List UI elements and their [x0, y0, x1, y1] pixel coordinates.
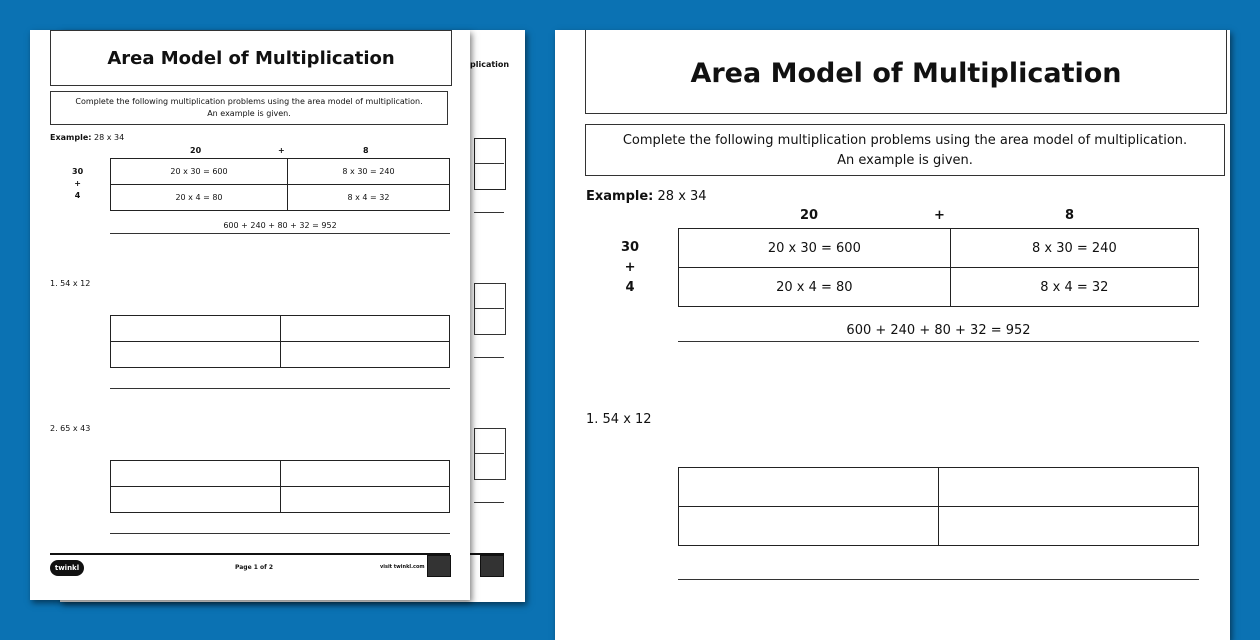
left-instructions-1: Complete the following multiplication problems using the area model of multiplication.	[75, 97, 423, 106]
right-row-header: 4	[625, 280, 635, 295]
left-row-header: 30	[72, 167, 84, 176]
left-example-sum: 600 + 240 + 80 + 32 = 952	[223, 221, 337, 230]
footer-badge	[427, 555, 451, 577]
cell: 8 x 4 = 32	[950, 268, 1198, 307]
right-col-header: 8	[1065, 208, 1075, 223]
back-page-title-fragment: plication	[470, 60, 510, 69]
left-instructions-2: An example is given.	[207, 109, 291, 118]
right-example-sum: 600 + 240 + 80 + 32 = 952	[846, 323, 1031, 338]
right-example-label: Example:	[586, 189, 654, 204]
right-problem-1-grid[interactable]	[678, 467, 1199, 546]
left-col-header: 20	[190, 146, 202, 155]
cell: 20 x 30 = 600	[111, 159, 288, 185]
left-problem-1: 1. 54 x 12	[50, 279, 91, 288]
right-example-problem: 28 x 34	[657, 189, 707, 204]
right-col-header: 20	[800, 208, 819, 223]
cell: 20 x 30 = 600	[679, 229, 951, 268]
right-col-plus: +	[934, 208, 945, 223]
left-title: Area Model of Multiplication	[107, 48, 395, 69]
cell: 8 x 30 = 240	[287, 159, 449, 185]
cell: 8 x 4 = 32	[287, 185, 449, 211]
footer-page-number: Page 1 of 2	[235, 564, 273, 571]
left-example-problem: 28 x 34	[94, 133, 125, 142]
right-row-header: 30	[621, 240, 640, 255]
problem-2-grid[interactable]	[110, 460, 450, 513]
left-example-label: Example:	[50, 133, 92, 142]
cell: 20 x 4 = 80	[111, 185, 288, 211]
left-row-header: 4	[74, 191, 81, 200]
right-instructions-1: Complete the following multiplication problems using the area model of multiplication.	[622, 133, 1188, 148]
left-col-header: 8	[363, 146, 369, 155]
cell: 8 x 30 = 240	[950, 229, 1198, 268]
right-instructions-2: An example is given.	[837, 153, 973, 168]
left-row-plus: +	[74, 179, 81, 188]
right-page	[555, 30, 1230, 640]
problem-1-grid[interactable]	[110, 315, 450, 368]
footer-site: visit twinkl.com	[380, 564, 425, 570]
left-problem-2: 2. 65 x 43	[50, 424, 91, 433]
back-logo-badge	[480, 555, 504, 577]
right-title: Area Model of Multiplication	[690, 58, 1122, 89]
left-col-plus: +	[278, 146, 285, 155]
left-page	[30, 30, 470, 600]
cell: 20 x 4 = 80	[679, 268, 951, 307]
right-example-grid	[678, 228, 1199, 307]
twinkl-logo: twinkl	[50, 560, 84, 576]
left-example-grid	[110, 158, 450, 211]
right-row-plus: +	[624, 260, 636, 275]
right-problem-1: 1. 54 x 12	[586, 412, 652, 427]
